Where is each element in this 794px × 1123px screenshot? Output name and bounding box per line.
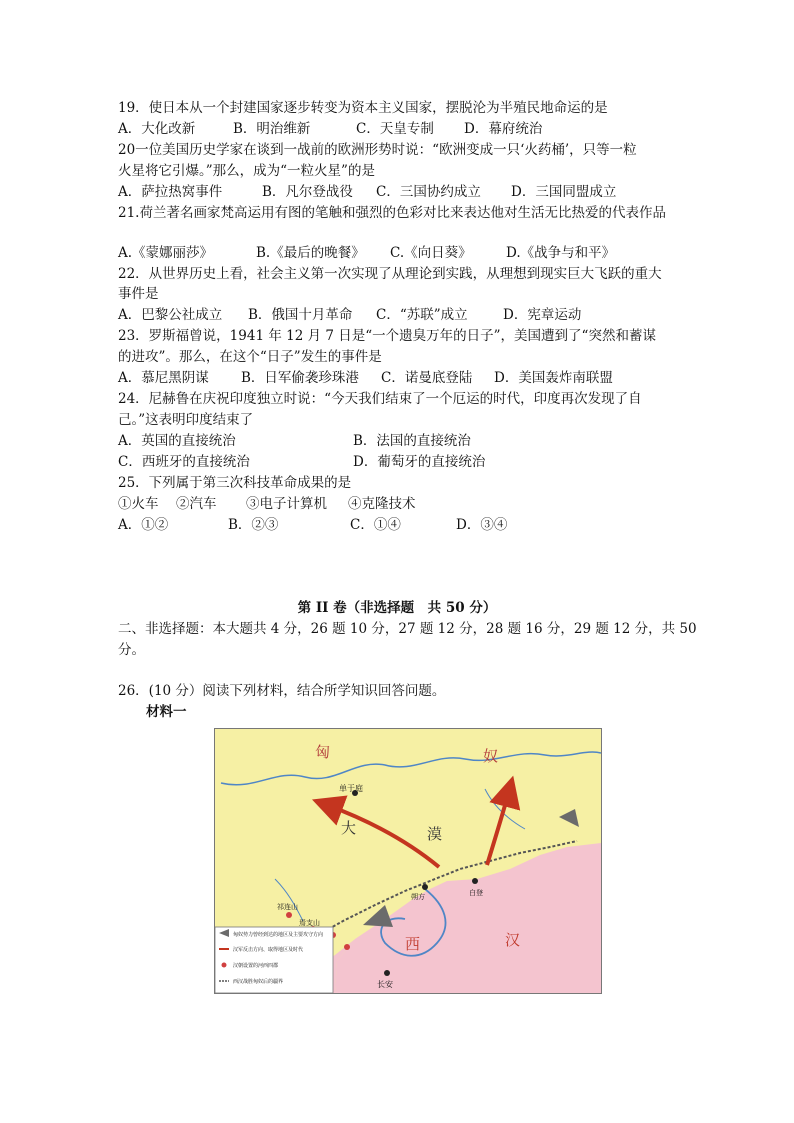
label-changan: 长安 — [377, 980, 393, 989]
legend-item-2: 汉军反击方向、取得地区及时代 — [233, 947, 304, 953]
q20-option-d: D．三国同盟成立 — [511, 184, 617, 200]
label-qilian: 祁连山 — [277, 903, 298, 911]
label-xiongnu-2: 奴 — [483, 747, 499, 765]
q20-stem-line1: 20一位美国历史学家在谈到一战前的欧洲形势时说：“欧洲变成一只‘火药桶’，只等一粒 — [118, 142, 637, 158]
historical-map — [214, 728, 602, 994]
q19-stem: 19．使日本从一个封建国家逐步转变为资本主义国家，摆脱沦为半殖民地命运的是 — [118, 100, 608, 116]
q21-option-b: B.《最后的晚餐》 — [256, 245, 365, 261]
q24-stem-line2: 己。”这表明印度结束了 — [118, 412, 254, 428]
q24-option-a: A．英国的直接统治 — [118, 433, 236, 449]
q21-stem: 21.荷兰著名画家梵高运用有图的笔触和强烈的色彩对比来表达他对生活无比热爱的代表作品 — [118, 205, 666, 221]
label-xiongnu-1: 匈 — [315, 743, 331, 761]
section2-intro-line1: 二、非选择题：本大题共 4 分，26 题 10 分，27 题 12 分，28 题 16 分，29 题 12 分，共 50 — [118, 621, 697, 637]
hexi-commandery-1 — [286, 912, 292, 918]
label-desert-1: 大 — [341, 819, 357, 837]
q25-item-3: ③电子计算机 — [246, 496, 327, 512]
map-svg — [215, 729, 601, 993]
q19-option-a: A．大化改新 — [118, 121, 196, 137]
label-chanyu: 单于庭 — [339, 784, 363, 793]
q25-item-4: ④克隆技术 — [348, 496, 416, 512]
q23-option-b: B．日军偷袭珍珠港 — [241, 370, 359, 386]
q25-option-c: C．①④ — [350, 517, 401, 533]
section2-intro-line2: 分。 — [118, 642, 145, 658]
q25-stem: 25．下列属于第三次科技革命成果的是 — [118, 475, 352, 491]
q26-material-label: 材料一 — [146, 704, 187, 720]
q23-option-d: D．美国轰炸南联盟 — [494, 370, 613, 386]
q25-option-b: B．②③ — [228, 517, 279, 533]
q19-option-b: B．明治维新 — [233, 121, 311, 137]
baideng-marker — [472, 878, 478, 884]
q22-stem-line1: 22．从世界历史上看，社会主义第一次实现了从理论到实践，从理想到现实巨大飞跃的重大 — [118, 266, 662, 282]
q25-item-2: ②汽车 — [176, 496, 217, 512]
label-shuofang: 朔方 — [411, 893, 425, 901]
q23-option-c: C．诺曼底登陆 — [381, 370, 473, 386]
legend-commandery-icon — [222, 963, 227, 968]
hexi-commandery-4 — [344, 944, 350, 950]
legend-item-3: 汉朝设置的河西四郡 — [233, 963, 279, 969]
q25-item-1: ①火车 — [118, 496, 159, 512]
q20-stem-line2: 火星将它引爆。”那么，成为“一粒火星”的是 — [118, 163, 375, 179]
q20-option-a: A．萨拉热窝事件 — [118, 184, 223, 200]
q25-option-a: A．①② — [118, 517, 169, 533]
q22-option-b: B．俄国十月革命 — [248, 307, 353, 323]
q20-option-b: B．凡尔登战役 — [262, 184, 353, 200]
map-legend — [215, 927, 333, 993]
label-desert-2: 漠 — [427, 825, 443, 843]
q19-option-c: C．天皇专制 — [356, 121, 434, 137]
q24-option-c: C．西班牙的直接统治 — [118, 454, 250, 470]
q22-option-d: D．宪章运动 — [503, 307, 582, 323]
q19-option-d: D．幕府统治 — [464, 121, 543, 137]
q23-stem-line1: 23．罗斯福曾说，1941 年 12 月 7 日是“一个遗臭万年的日子”，美国遭到了“突然和蓄谋 — [118, 328, 656, 344]
changan-marker — [384, 970, 390, 976]
label-han-1: 西 — [405, 935, 421, 953]
q20-option-c: C．三国协约成立 — [376, 184, 481, 200]
legend-item-1: 匈奴势力曾经到达的地区及主要攻守方向 — [233, 932, 324, 938]
q22-option-c: C．“苏联”成立 — [376, 307, 468, 323]
q22-option-a: A．巴黎公社成立 — [118, 307, 223, 323]
label-yanzhi: 焉支山 — [299, 919, 320, 927]
q23-stem-line2: 的进攻”。那么，在这个“日子”发生的事件是 — [118, 349, 382, 365]
legend-item-4: 西汉战胜匈奴后的疆界 — [233, 979, 284, 985]
q22-stem-line2: 事件是 — [118, 286, 159, 302]
q24-option-d: D．葡萄牙的直接统治 — [353, 454, 486, 470]
shuofang-marker — [422, 884, 428, 890]
q21-option-d: D.《战争与和平》 — [506, 245, 616, 261]
q21-option-c: C.《向日葵》 — [390, 245, 472, 261]
label-han-2: 汉 — [505, 931, 521, 949]
q23-option-a: A．慕尼黑阴谋 — [118, 370, 209, 386]
q24-option-b: B．法国的直接统治 — [353, 433, 471, 449]
q24-stem-line1: 24．尼赫鲁在庆祝印度独立时说：“今天我们结束了一个厄运的时代，印度再次发现了自 — [118, 391, 642, 407]
q21-option-a: A.《蒙娜丽莎》 — [118, 245, 214, 261]
q26-stem: 26．(10 分）阅读下列材料，结合所学知识回答问题。 — [118, 683, 446, 699]
q25-option-d: D．③④ — [456, 517, 508, 533]
section2-title: 第 II 卷（非选择题 共 50 分） — [297, 600, 497, 616]
label-baideng: 白登 — [469, 889, 483, 897]
